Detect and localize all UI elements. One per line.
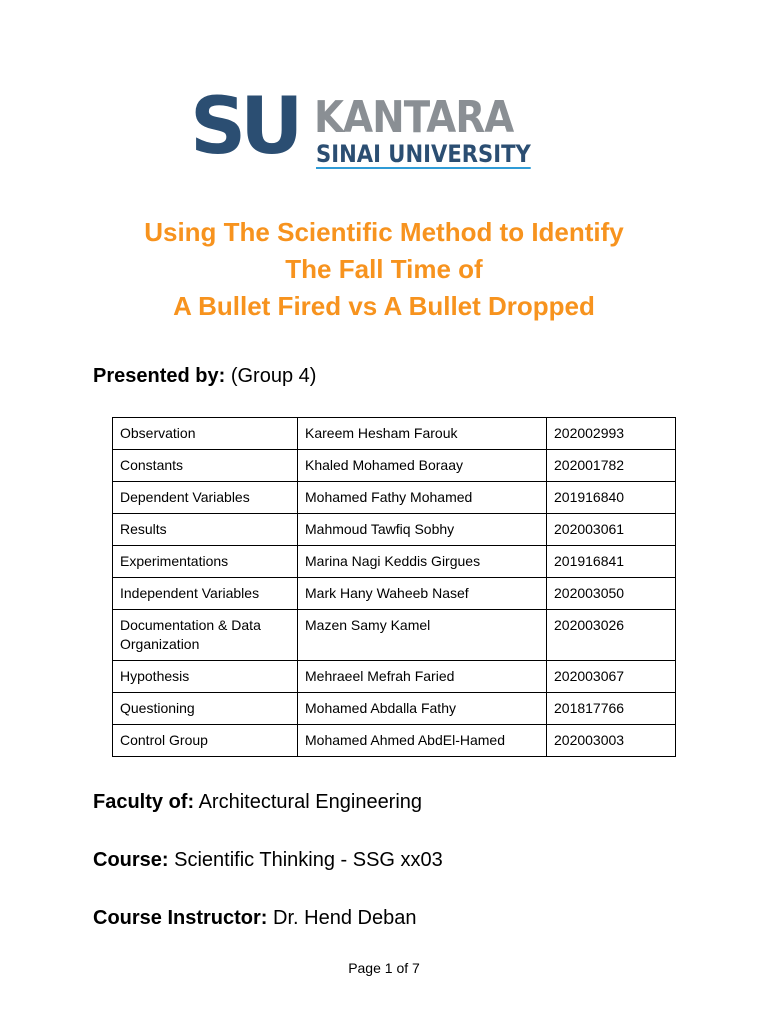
name-cell: Mohamed Fathy Mohamed xyxy=(298,482,547,514)
faculty-value: Architectural Engineering xyxy=(198,791,423,813)
table-row xyxy=(113,546,676,578)
student-id-cell: 201817766 xyxy=(547,693,676,725)
name-cell: Khaled Mohamed Boraay xyxy=(298,450,547,482)
role-cell: Questioning xyxy=(113,693,298,725)
role-cell: Experimentations xyxy=(113,546,298,578)
course-label: Course: xyxy=(93,849,169,871)
logo-mark: SU xyxy=(190,82,298,172)
logo-name: KANTARA xyxy=(314,92,514,143)
title-line-2: The Fall Time of xyxy=(285,254,483,284)
university-logo xyxy=(190,82,575,172)
faculty-line xyxy=(93,791,422,814)
student-id-cell: 201916840 xyxy=(547,482,676,514)
student-id-cell: 202003003 xyxy=(547,725,676,757)
page-number: Page 1 of 7 xyxy=(348,960,420,976)
table-row xyxy=(113,514,676,546)
title-line-3: A Bullet Fired vs A Bullet Dropped xyxy=(173,291,595,321)
student-id-cell: 202002993 xyxy=(547,418,676,450)
table-row xyxy=(113,610,676,661)
table-row xyxy=(113,450,676,482)
table-row xyxy=(113,418,676,450)
table-row xyxy=(113,693,676,725)
group-members-table xyxy=(112,417,676,757)
role-cell: Documentation & Data Organization xyxy=(113,610,298,661)
presented-by xyxy=(93,365,316,388)
name-cell: Mazen Samy Kamel xyxy=(298,610,547,661)
student-id-cell: 201916841 xyxy=(547,546,676,578)
student-id-cell: 202003050 xyxy=(547,578,676,610)
presented-by-value: (Group 4) xyxy=(230,365,317,387)
instructor-label: Course Instructor: xyxy=(93,907,268,929)
instructor-value: Dr. Hend Deban xyxy=(273,907,417,929)
name-cell: Mahmoud Tawfiq Sobhy xyxy=(298,514,547,546)
logo-subname: SINAI UNIVERSITY xyxy=(316,140,531,168)
table-row xyxy=(113,725,676,757)
name-cell: Mohamed Ahmed AbdEl-Hamed xyxy=(298,725,547,757)
name-cell: Marina Nagi Keddis Girgues xyxy=(298,546,547,578)
student-id-cell: 202003067 xyxy=(547,661,676,693)
name-cell: Mohamed Abdalla Fathy xyxy=(298,693,547,725)
role-cell: Results xyxy=(113,514,298,546)
presented-by-label: Presented by: xyxy=(93,365,226,387)
student-id-cell: 202003061 xyxy=(547,514,676,546)
table-row xyxy=(113,578,676,610)
faculty-label: Faculty of: xyxy=(93,791,195,813)
role-cell: Independent Variables xyxy=(113,578,298,610)
course-line xyxy=(93,849,443,872)
student-id-cell: 202003026 xyxy=(547,610,676,661)
name-cell: Mark Hany Waheeb Nasef xyxy=(298,578,547,610)
table-row xyxy=(113,661,676,693)
role-cell: Observation xyxy=(113,418,298,450)
name-cell: Mehraeel Mefrah Faried xyxy=(298,661,547,693)
role-cell: Constants xyxy=(113,450,298,482)
role-cell: Control Group xyxy=(113,725,298,757)
course-value: Scientific Thinking - SSG xx03 xyxy=(174,849,443,871)
role-cell: Hypothesis xyxy=(113,661,298,693)
instructor-line xyxy=(93,907,416,930)
role-cell: Dependent Variables xyxy=(113,482,298,514)
name-cell: Kareem Hesham Farouk xyxy=(298,418,547,450)
document-title xyxy=(0,214,768,325)
table-row xyxy=(113,482,676,514)
title-line-1: Using The Scientific Method to Identify xyxy=(144,217,624,247)
student-id-cell: 202001782 xyxy=(547,450,676,482)
